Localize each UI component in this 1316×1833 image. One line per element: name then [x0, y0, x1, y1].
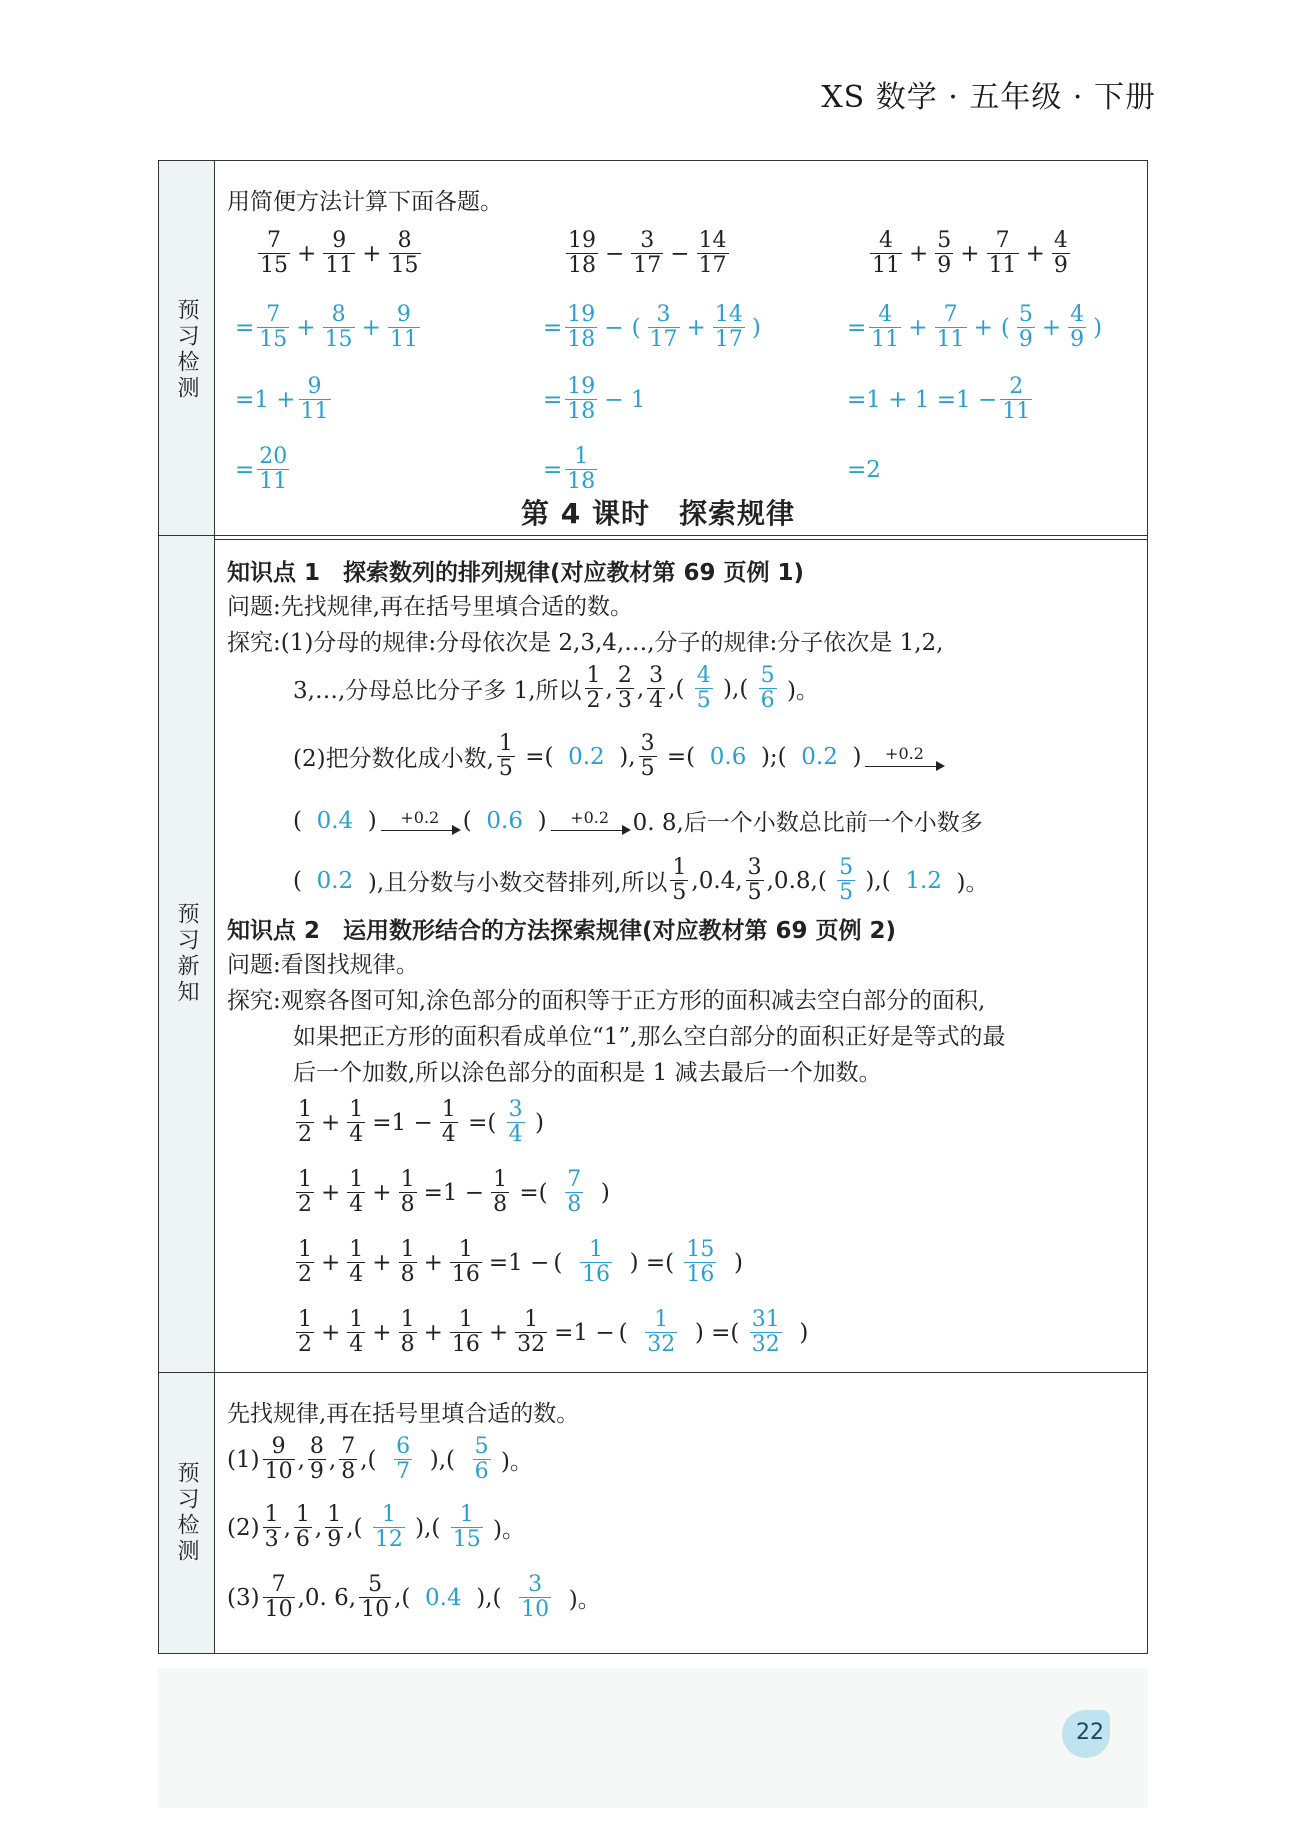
- answer-blank: 31 32: [751, 1307, 780, 1358]
- answer-blank: 3 10: [521, 1572, 550, 1623]
- answer-blank: 7 8: [567, 1167, 582, 1218]
- answer-2-step1: = $\frac{19}{18}$ − ( 3 17 + $\frac{14}{17}$ ): [543, 302, 761, 353]
- problem-3: 4 11 + $\frac{5}{9}$ + $\frac{7}{11}$ + $\frac{4}{9}$: [872, 228, 1068, 279]
- k1-explore-line4: ( 0.4 ) +0.2 ( 0.6 ) +0.2 0. 8,后一个小数总比前一个小数多: [293, 807, 983, 836]
- problem-1: 7 15 + $\frac{9}{11}$ + $\frac{8}{15}$: [260, 228, 419, 279]
- answer-blank: $\frac{1}{16}$: [581, 1237, 610, 1288]
- k2-explore-line1: 探究:观察各图可知,涂色部分的面积等于正方形的面积减去空白部分的面积,: [227, 988, 986, 1014]
- answer-blank: 0.6: [486, 807, 523, 834]
- k1-explore-line2: 3,…,分母总比分子多 1,所以 1 2 , 2 3 , 3 4 ,( 4 5 ),( 5 6 )。: [293, 663, 819, 714]
- answer-1-step1: = $\frac{7}{15}$ + $\frac{8}{15}$ + $\frac{9}{11}$: [235, 302, 418, 353]
- answer-3-step2: =1 + 1 =1 − $\frac{2}{11}$: [847, 374, 1031, 425]
- fraction: $\frac{9}{11}$: [325, 228, 354, 279]
- k2-explore-line2: 如果把正方形的面积看成单位“1”,那么空白部分的面积正好是等式的最: [293, 1024, 1006, 1050]
- answer-blank: 15 16: [686, 1237, 715, 1288]
- answer-blank: 1 12: [374, 1502, 403, 1553]
- answer-2-step2: = $\frac{19}{18}$ − 1: [543, 374, 646, 425]
- answer-blank: $\frac{1}{32}$: [647, 1307, 676, 1358]
- answer-blank: 0.2: [568, 743, 605, 770]
- page-footer: [158, 1668, 1148, 1808]
- answer-blank: 0.2: [801, 743, 838, 770]
- k1-problem: 问题:先找规律,再在括号里填合适的数。: [227, 594, 634, 620]
- instruction: 用简便方法计算下面各题。: [227, 189, 503, 215]
- section-preview-check-1: [158, 160, 1148, 540]
- lesson-title: 第 4 课时 探索规律: [521, 497, 795, 530]
- answer-blank: 0.4: [425, 1584, 462, 1611]
- knowledge-point-1-title: 知识点 1 探索数列的排列规律(对应教材第 69 页例 1): [227, 560, 805, 586]
- problem-2: 19 18 − $\frac{3}{17}$ − $\frac{14}{17}$: [568, 228, 727, 279]
- side-label-cell: [159, 536, 215, 1372]
- answer-2-step3: = $\frac{1}{18}$: [543, 444, 596, 495]
- k2-explore-line3: 后一个加数,所以涂色部分的面积是 1 减去最后一个加数。: [293, 1060, 882, 1086]
- answer-blank: 6 7: [396, 1434, 411, 1485]
- arrow-plus-0-2: +0.2: [551, 810, 629, 832]
- arrow-plus-0-2: +0.2: [865, 746, 943, 768]
- answer-1-step2: =1 + $\frac{9}{11}$: [235, 374, 329, 425]
- answer-3-step1: = $\frac{4}{11}$ + $\frac{7}{11}$ + ( 5 9 + $\frac{4}{9}$ ): [847, 302, 1103, 353]
- answer-blank: 0.4: [316, 807, 354, 834]
- answer-blank: 1 15: [452, 1502, 481, 1553]
- fraction: $\frac{8}{15}$: [390, 228, 419, 279]
- knowledge-point-2-title: 知识点 2 运用数形结合的方法探索规律(对应教材第 69 页例 2): [227, 918, 897, 944]
- answer-blank: 3 4: [508, 1097, 523, 1148]
- answer-blank: 1.2: [905, 867, 942, 894]
- k2-equation-3: 1 2 + $\frac{1}{4}$ + $\frac{1}{8}$ + $\frac{1}{16}$ =1 − ( $\frac{1}{16}$ ) =( 15 16 ): [298, 1237, 744, 1288]
- k1-explore-line3: (2)把分数化成小数, 1 5 =( 0.2 ), 3 5 =( 0.6 );( 0.2 ) +0.2: [293, 732, 947, 781]
- book-header: XS 数学 · 五年级 · 下册: [821, 80, 1156, 115]
- k2-equation-1: 1 2 + $\frac{1}{4}$ =1 − $\frac{1}{4}$ =( 3 4 ): [298, 1097, 544, 1148]
- section-preview-new-knowledge: [158, 535, 1148, 1373]
- side-label: 预习检测: [174, 1461, 199, 1565]
- answer-blank: 5 6: [760, 663, 775, 714]
- answer-blank: 0.2: [316, 867, 354, 894]
- answer-1-step3: = $\frac{20}{11}$: [235, 444, 288, 495]
- question-3: (3) 7 10 ,0. 6, 5 10 ,( 0.4 ),( 3 10 )。: [227, 1572, 601, 1623]
- fraction: 7 15: [260, 228, 288, 279]
- side-label: 预习新知: [174, 902, 199, 1006]
- question-1: (1) 9 10 , 8 9 , 7 8 ,( 6 7 ),( 5 6 )。: [227, 1434, 533, 1485]
- answer-3-step3: =2: [847, 457, 881, 483]
- question-2: (2) 1 3 , 1 6 , 1 9 ,( 1 12 ),( 1 15 )。: [227, 1502, 526, 1553]
- answer-blank: 5 5: [839, 855, 854, 906]
- k2-problem: 问题:看图找规律。: [227, 952, 419, 978]
- page-number: 22: [1076, 1720, 1104, 1745]
- section-preview-check-2: [158, 1372, 1148, 1654]
- instruction: 先找规律,再在括号里填合适的数。: [227, 1401, 580, 1427]
- side-label: 预习检测: [174, 298, 199, 402]
- answer-blank: 5 6: [474, 1434, 489, 1485]
- k2-equation-4: 1 2 + $\frac{1}{4}$ + $\frac{1}{8}$ + $\frac{1}{16}$ + $\frac{1}{32}$ =1 − ( $\frac{1}{32}$ ) =( 31 32 ): [298, 1307, 809, 1358]
- k1-explore-line1: 探究:(1)分母的规律:分母依次是 2,3,4,…,分子的规律:分子依次是 1,2,: [227, 630, 944, 656]
- k2-equation-2: 1 2 + $\frac{1}{4}$ + $\frac{1}{8}$ =1 − $\frac{1}{8}$ =( 7 8 ): [298, 1167, 610, 1218]
- side-label-cell: [159, 1373, 215, 1653]
- answer-blank: 0.6: [709, 743, 747, 770]
- side-label-cell: [159, 161, 215, 539]
- k1-explore-line5: ( 0.2 ),且分数与小数交替排列,所以 1 5 ,0.4, 3 5 ,0.8,( 5 5 ),( 1.2 )。: [293, 855, 989, 906]
- arrow-plus-0-2: +0.2: [381, 810, 459, 832]
- answer-blank: 4 5: [696, 663, 711, 714]
